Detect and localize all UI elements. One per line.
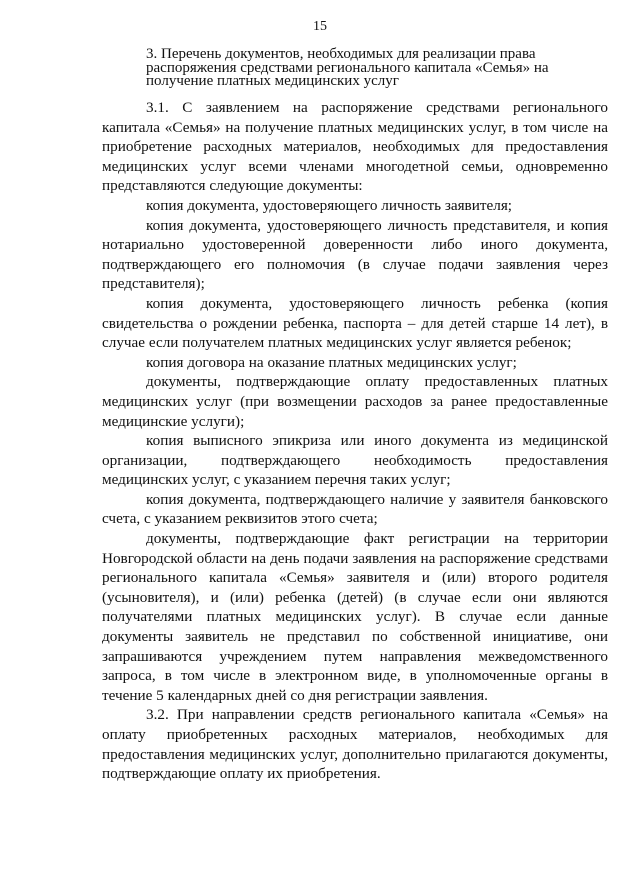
list-item-child-id: копия документа, удостоверяющего личность ребенка (копия свидетельства о рождении ребенка, паспорта – для детей старше 14 лет), в случае если получателем платных медицинских услуг является ребенок;: [102, 294, 608, 352]
paragraph-3-2: 3.2. При направлении средств регионального капитала «Семья» на оплату приобретенных расходных материалов, необходимых для предоставления медицинских услуг, дополнительно прилагаются документы, подтверждающие оплату их приобретения.: [102, 706, 608, 783]
list-item-applicant-id: копия документа, удостоверяющего личность заявителя;: [146, 196, 513, 214]
document-body: [102, 98, 608, 784]
list-item-registration-docs: документы, подтверждающие факт регистрации на территории Новгородской области на день подачи заявления на распоряжение средствами регионального капитала «Семья» заявителя и (или) второго родителя (усыновителя), и (или) ребенка (детей) (в случае если они являются получателями платных медицинских услуг). В случае если данные документы заявитель не представил по собственной инициативе, они запрашиваются учреждением путем направления межведомственного запроса, в том числе в электронном виде, в уполномоченные органы в течение 5 календарных дней со дня регистрации заявления.: [102, 530, 608, 704]
section-heading: 3. Перечень документов, необходимых для реализации права распоряжения средствами регионального капитала «Семья» на получение платных медицинских услуг: [146, 46, 549, 89]
page-number: 15: [313, 19, 327, 34]
list-item-representative-id: копия документа, удостоверяющего личность представителя, и копия нотариально удостоверенной доверенности либо иного документа, подтверждающего его полномочия (в случае подачи заявления через представителя);: [102, 216, 608, 293]
list-item-payment-proof: документы, подтверждающие оплату предоставленных платных медицинских услуг (при возмещении расходов за ранее предоставленные медицинские услуги);: [102, 373, 608, 430]
paragraph-3-1: 3.1. С заявлением на распоряжение средствами регионального капитала «Семья» на получение платных медицинских услуг, в том числе на приобретение расходных материалов, необходимых для предоставления медицинских услуг всеми членами многодетной семьи, одновременно представляются следующие документы:: [102, 99, 608, 195]
list-item-bank-account: копия документа, подтверждающего наличие у заявителя банковского счета, с указанием реквизитов этого счета;: [102, 490, 608, 528]
list-item-discharge-summary: копия выписного эпикриза или иного документа из медицинской организации, подтверждающего необходимость предоставления медицинских услуг, с указанием перечня таких услуг;: [102, 432, 608, 489]
list-item-service-contract: копия договора на оказание платных медицинских услуг;: [146, 353, 517, 371]
